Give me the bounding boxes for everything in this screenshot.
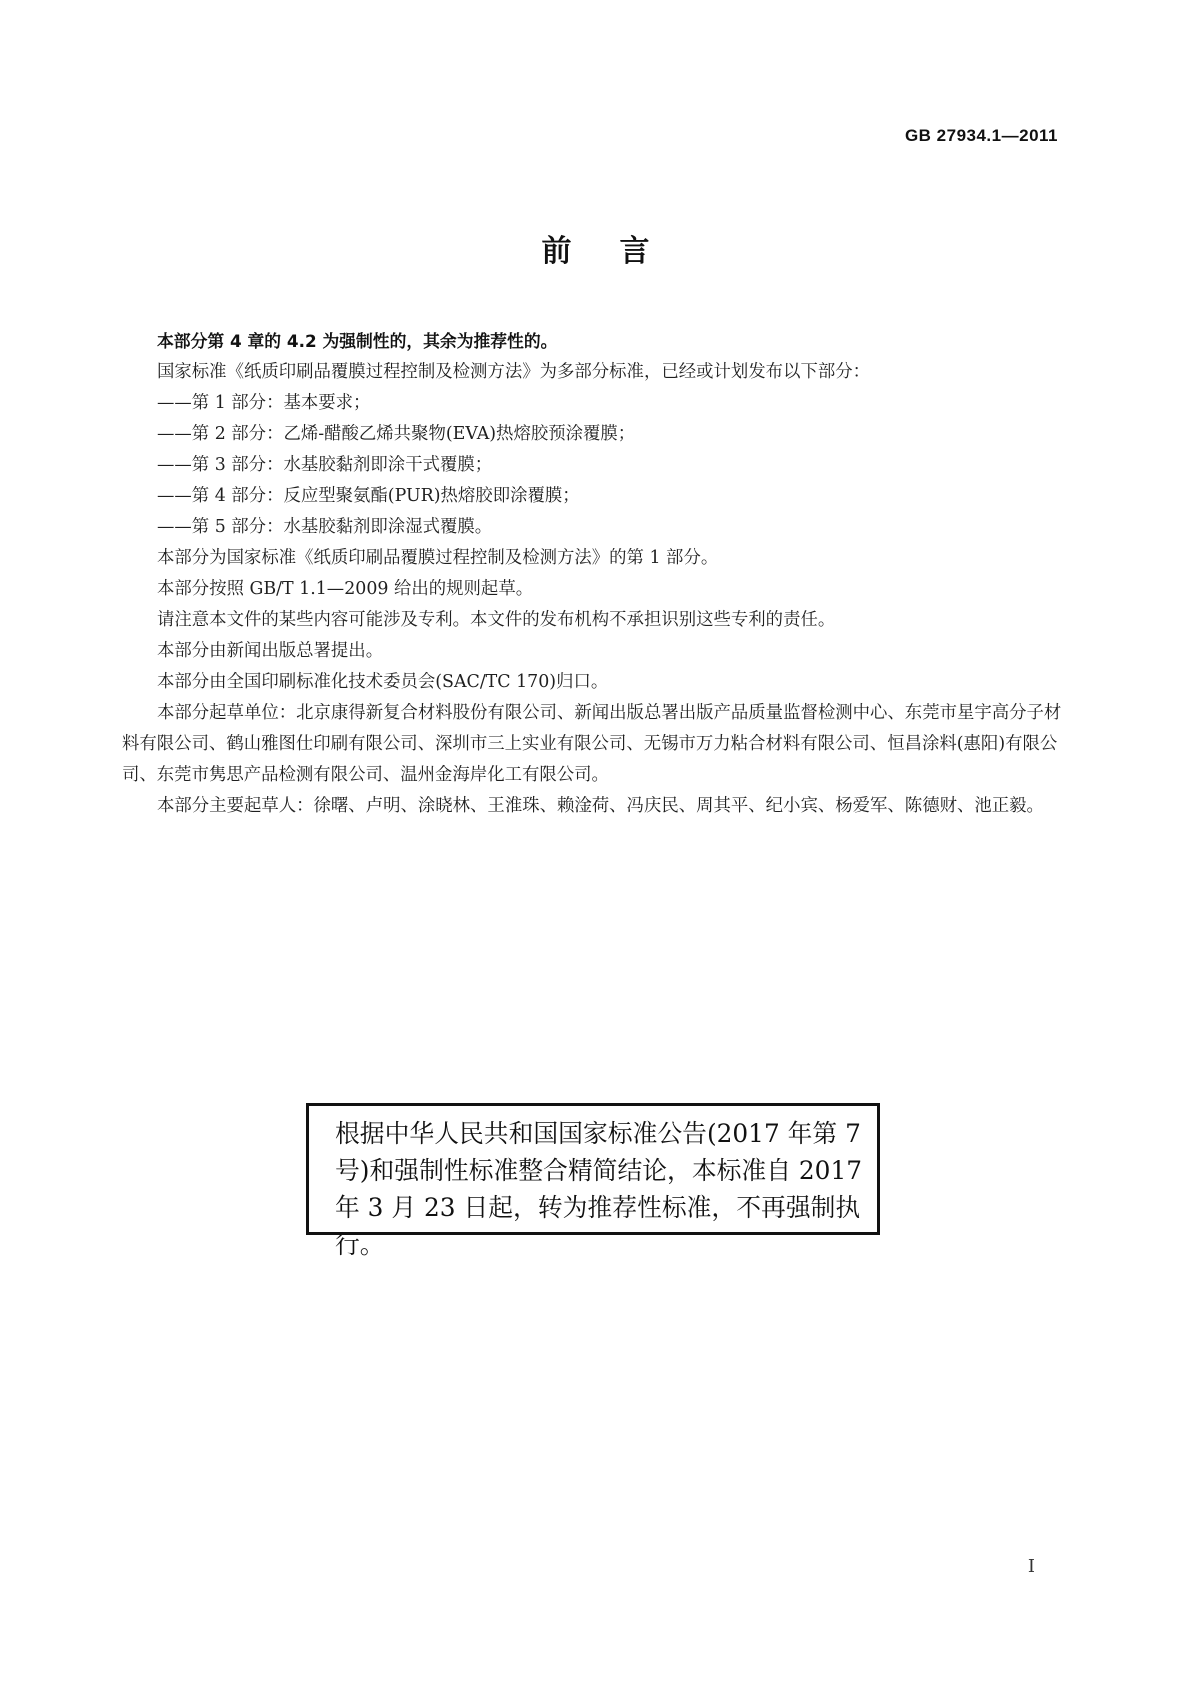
proposed-by: 本部分由新闻出版总署提出。 [157,641,384,661]
series-intro: 国家标准《纸质印刷品覆膜过程控制及检测方法》为多部分标准，已经或计划发布以下部分： [157,362,871,382]
mandatory-note: 本部分第 4 章的 4.2 为强制性的，其余为推荐性的。 [157,331,558,351]
list-item: ——第 3 部分：水基胶黏剂即涂干式覆膜； [157,455,493,475]
list-item: ——第 4 部分：反应型聚氨酯(PUR)热熔胶即涂覆膜； [157,486,580,506]
notice-line: 号)和强制性标准整合精简结论，本标准自 2017 [335,1156,863,1185]
drafting-units: 本部分起草单位：北京康得新复合材料股份有限公司、新闻出版总署出版产品质量监督检测中心、东莞市星宇高分子材料有限公司、鹤山雅图仕印刷有限公司、深圳市三上实业有限公司、无锡市万力粘合材料有限公司、恒昌涂料(惠阳)有限公司、东莞市隽思产品检测有限公司、温州金海岸化工有限公司。 [122,703,1062,785]
notice-line: 年 3 月 23 日起，转为推荐性标准，不再强制执行。 [335,1193,861,1259]
drafting-rules: 本部分按照 GB/T 1.1—2009 给出的规则起草。 [157,579,534,599]
list-item: ——第 2 部分：乙烯-醋酸乙烯共聚物(EVA)热熔胶预涂覆膜； [157,424,636,444]
centralized-by: 本部分由全国印刷标准化技术委员会(SAC/TC 170)归口。 [157,672,609,692]
notice-line: 根据中华人民共和国国家标准公告(2017 年第 7 [335,1119,861,1148]
page-number: I [1027,1556,1035,1577]
standard-number: GB 27934.1—2011 [904,126,1058,145]
this-part-statement: 本部分为国家标准《纸质印刷品覆膜过程控制及检测方法》的第 1 部分。 [157,548,719,568]
list-item: ——第 5 部分：水基胶黏剂即涂湿式覆膜。 [157,517,493,537]
drafters: 本部分主要起草人：徐曙、卢明、涂晓林、王淮珠、赖淦荷、冯庆民、周其平、纪小宾、杨爱军、陈德财、池正毅。 [157,796,1044,816]
page-title: 前言 [541,234,698,269]
list-item: ——第 1 部分：基本要求； [157,393,371,413]
patent-notice: 请注意本文件的某些内容可能涉及专利。本文件的发布机构不承担识别这些专利的责任。 [157,610,836,630]
notice-box [306,1103,880,1259]
foreword-body [122,326,1068,822]
